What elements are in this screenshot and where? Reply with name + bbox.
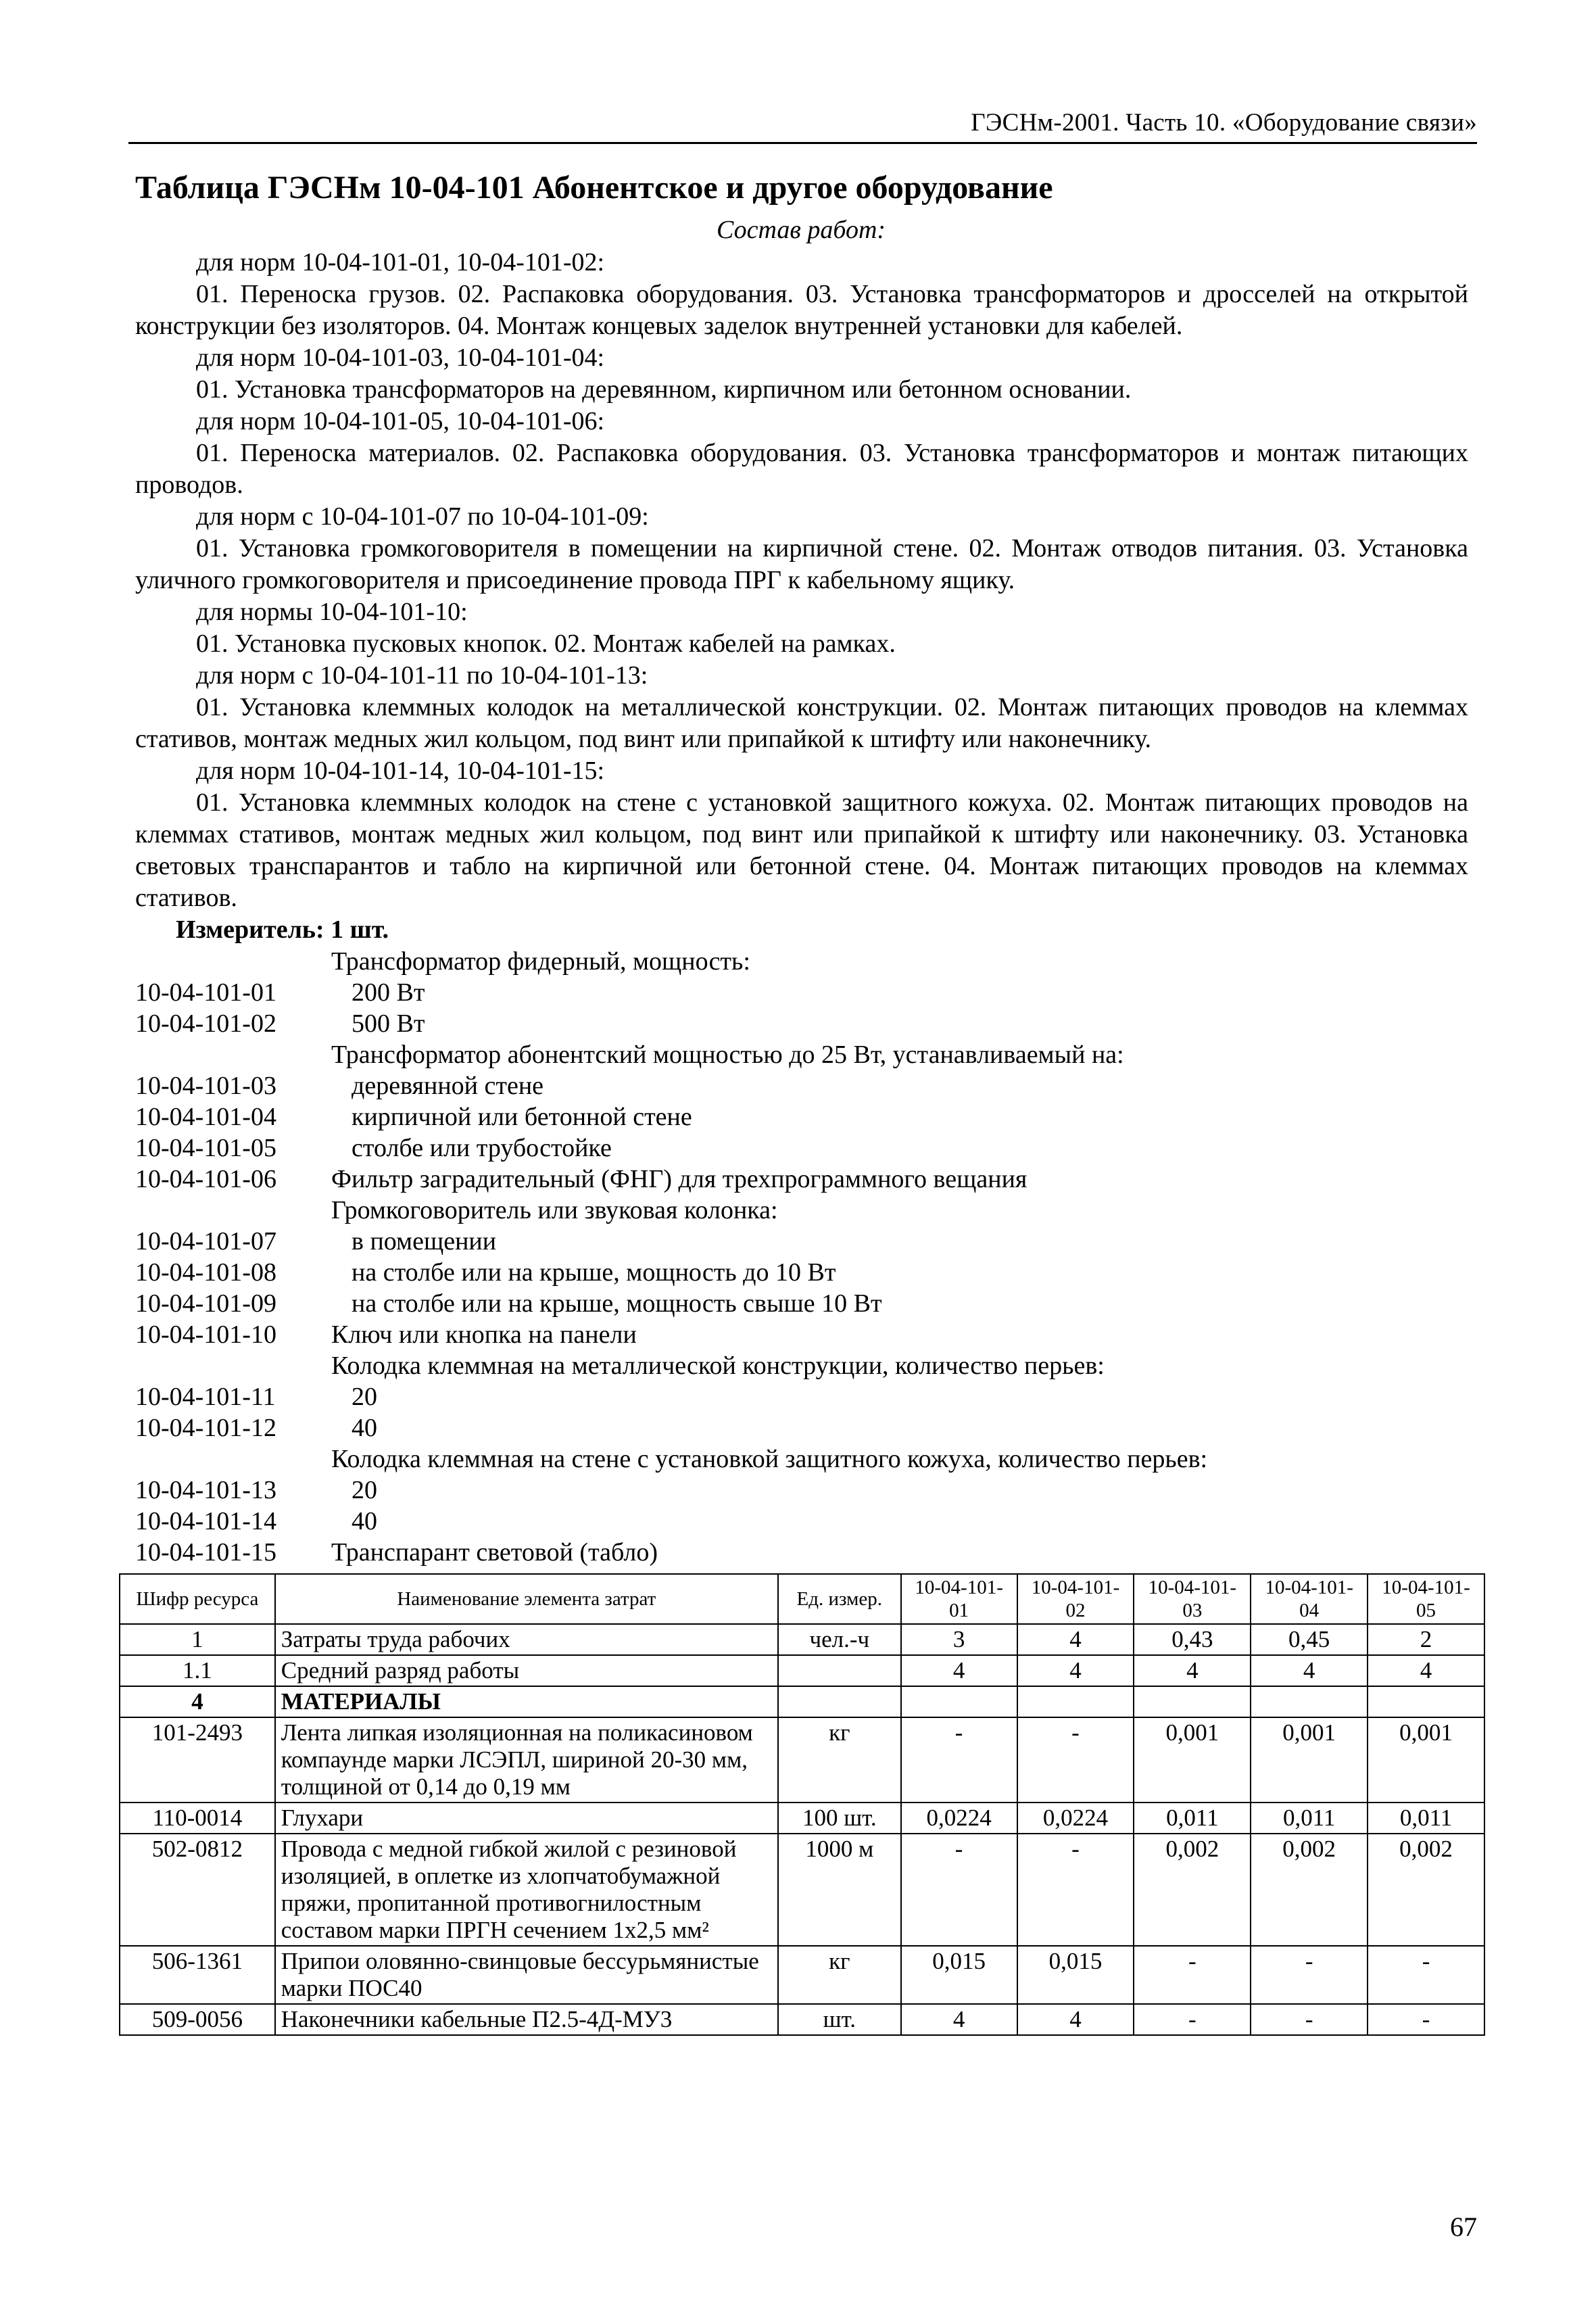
resource-code-cell: 110-0014 <box>120 1803 275 1834</box>
value-cell: - <box>1251 1946 1368 2004</box>
norm-item <box>135 1506 1468 1537</box>
norm-code: 10-04-101-07 <box>135 1227 276 1256</box>
value-cell: - <box>1017 1834 1134 1946</box>
value-cell: 2 <box>1368 1624 1484 1655</box>
norm-item <box>135 1257 1468 1288</box>
value-cell: - <box>1251 2004 1368 2035</box>
table-title: Таблица ГЭСНм 10-04-101 Абонентское и другое оборудование <box>135 170 1053 206</box>
table-header-row <box>120 1574 1484 1624</box>
norm-description: 500 Вт <box>352 1009 425 1038</box>
norm-description: 20 <box>352 1383 377 1411</box>
value-cell: 0,011 <box>1251 1803 1368 1834</box>
norm-code: 10-04-101-11 <box>135 1383 276 1411</box>
value-cell: 4 <box>1017 2004 1134 2035</box>
value-cell: 4 <box>1134 1655 1251 1686</box>
resource-name-cell: Провода с медной гибкой жилой с резиновой изоляцией, в оплетке из хлопчатобумажной пряжи, пропитанной противогнилостным составом марки ПРГН сечением 1х2,5 мм² <box>275 1834 778 1946</box>
table-row <box>120 1834 1484 1946</box>
norm-description: Фильтр заградительный (ФНГ) для трехпрограммного вещания <box>331 1165 1027 1193</box>
value-cell: 0,0224 <box>1017 1803 1134 1834</box>
norm-range-label: для норм с 10-04-101-11 по 10-04-101-13: <box>196 661 648 690</box>
norm-code <box>135 946 331 977</box>
column-header: Ед. измер. <box>778 1574 901 1624</box>
value-cell <box>1251 1686 1368 1717</box>
value-cell <box>1368 1686 1484 1717</box>
unit-cell: шт. <box>778 2004 901 2035</box>
norm-item <box>135 1537 1468 1568</box>
value-cell <box>901 1686 1017 1717</box>
norm-description: в помещении <box>352 1227 497 1256</box>
resource-name-cell: Глухари <box>275 1803 778 1834</box>
norm-code: 10-04-101-03 <box>135 1072 276 1100</box>
value-cell: 0,001 <box>1251 1717 1368 1803</box>
work-composition <box>135 247 1468 914</box>
resource-name-cell: Лента липкая изоляционная на поликасиновом компаунде марки ЛСЭПЛ, шириной 20-30 мм, толщиной от 0,14 до 0,19 мм <box>275 1717 778 1803</box>
work-description: 01. Переноска материалов. 02. Распаковка оборудования. 03. Установка трансформаторов и монтаж питающих проводов. <box>135 439 1468 499</box>
value-cell: 0,015 <box>901 1946 1017 2004</box>
norm-range-label: для норм 10-04-101-03, 10-04-101-04: <box>196 343 605 372</box>
norm-code: 10-04-101-15 <box>135 1538 276 1567</box>
norm-code: 10-04-101-06 <box>135 1165 276 1193</box>
norm-item <box>135 1381 1468 1412</box>
norm-description: 200 Вт <box>352 978 425 1007</box>
unit-cell: 1000 м <box>778 1834 901 1946</box>
resource-code-cell: 502-0812 <box>120 1834 275 1946</box>
column-header: 10-04-101-03 <box>1134 1574 1251 1624</box>
norm-code: 10-04-101-13 <box>135 1476 276 1504</box>
norm-description: на столбе или на крыше, мощность до 10 Вт <box>352 1258 836 1287</box>
table-row <box>120 1946 1484 2004</box>
norm-code: 10-04-101-05 <box>135 1134 276 1162</box>
unit-cell: 100 шт. <box>778 1803 901 1834</box>
norm-items-list <box>135 946 1468 1568</box>
value-cell: 0,45 <box>1251 1624 1368 1655</box>
norm-item <box>135 946 1468 977</box>
norm-description: Колодка клеммная на металлической конструкции, количество перьев: <box>331 1352 1105 1380</box>
work-description: 01. Установка громкоговорителя в помещении на кирпичной стене. 02. Монтаж отводов питания. 03. Установка уличного громкоговорителя и присоединение провода ПРГ к кабельному ящику. <box>135 534 1468 594</box>
value-cell: 4 <box>1368 1655 1484 1686</box>
value-cell: - <box>901 1717 1017 1803</box>
column-header: Наименование элемента затрат <box>275 1574 778 1624</box>
table-row <box>120 1803 1484 1834</box>
value-cell: 0,011 <box>1368 1803 1484 1834</box>
unit-cell <box>778 1686 901 1717</box>
norm-description: кирпичной или бетонной стене <box>352 1103 692 1131</box>
norm-code <box>135 1195 331 1226</box>
norm-description: Транспарант световой (табло) <box>331 1538 658 1567</box>
table-row <box>120 1686 1484 1717</box>
header-rule <box>128 142 1477 144</box>
value-cell <box>1017 1686 1134 1717</box>
resource-code-cell: 1 <box>120 1624 275 1655</box>
table-row <box>120 1624 1484 1655</box>
resource-name-cell: Затраты труда рабочих <box>275 1624 778 1655</box>
norm-item <box>135 1350 1468 1381</box>
value-cell: - <box>1134 2004 1251 2035</box>
norm-code: 10-04-101-14 <box>135 1507 276 1535</box>
norm-code: 10-04-101-04 <box>135 1103 276 1131</box>
value-cell: 4 <box>901 2004 1017 2035</box>
work-description: 01. Установка пусковых кнопок. 02. Монтаж кабелей на рамках. <box>196 629 896 658</box>
value-cell: 3 <box>901 1624 1017 1655</box>
norm-item <box>135 1475 1468 1506</box>
running-header: ГЭСНм-2001. Часть 10. «Оборудование связи» <box>971 109 1477 137</box>
table-row <box>120 2004 1484 2035</box>
value-cell: - <box>901 1834 1017 1946</box>
norm-code: 10-04-101-09 <box>135 1289 276 1318</box>
work-description: 01. Установка трансформаторов на деревянном, кирпичном или бетонном основании. <box>196 375 1132 404</box>
norm-item <box>135 1226 1468 1257</box>
document-body <box>135 247 1468 1568</box>
value-cell: - <box>1368 2004 1484 2035</box>
table-row <box>120 1655 1484 1686</box>
column-header: 10-04-101-02 <box>1017 1574 1134 1624</box>
resource-name-cell: МАТЕРИАЛЫ <box>275 1686 778 1717</box>
norm-code: 10-04-101-10 <box>135 1320 276 1349</box>
value-cell: 0,0224 <box>901 1803 1017 1834</box>
resource-table <box>119 1573 1485 2036</box>
norm-description: 40 <box>352 1507 377 1535</box>
value-cell: 0,002 <box>1134 1834 1251 1946</box>
norm-code: 10-04-101-01 <box>135 978 276 1007</box>
norm-code: 10-04-101-08 <box>135 1258 276 1287</box>
norm-code <box>135 1350 331 1381</box>
norm-item <box>135 1412 1468 1443</box>
column-header: Шифр ресурса <box>120 1574 275 1624</box>
norm-code: 10-04-101-02 <box>135 1009 276 1038</box>
norm-description: Трансформатор абонентский мощностью до 25 Вт, устанавливаемый на: <box>331 1041 1124 1069</box>
norm-item <box>135 1039 1468 1070</box>
norm-range-label: для норм 10-04-101-14, 10-04-101-15: <box>196 757 605 785</box>
value-cell: - <box>1368 1946 1484 2004</box>
value-cell: 4 <box>1017 1655 1134 1686</box>
norm-item <box>135 1288 1468 1319</box>
table-body <box>120 1624 1484 2035</box>
page-number: 67 <box>1450 2212 1477 2242</box>
value-cell: - <box>1134 1946 1251 2004</box>
norm-item <box>135 977 1468 1008</box>
measure-unit: Измеритель: 1 шт. <box>176 915 389 944</box>
resource-name-cell: Наконечники кабельные П2.5-4Д-МУ3 <box>275 2004 778 2035</box>
resource-code-cell: 1.1 <box>120 1655 275 1686</box>
norm-description: Ключ или кнопка на панели <box>331 1320 637 1349</box>
resource-name-cell: Припои оловянно-свинцовые бессурьмянистые марки ПОС40 <box>275 1946 778 2004</box>
norm-description: Трансформатор фидерный, мощность: <box>331 947 750 976</box>
value-cell: 4 <box>1017 1624 1134 1655</box>
resource-code-cell: 101-2493 <box>120 1717 275 1803</box>
norm-description: на столбе или на крыше, мощность свыше 10 Вт <box>352 1289 882 1318</box>
work-description: 01. Установка клеммных колодок на стене с установкой защитного кожуха. 02. Монтаж питающих проводов на клеммах стативов, монтаж медных жил кольцом, под винт или припайкой к штифту или наконечнику. 03. Установка световых транспарантов и табло на кирпичной или бетонной стене. 04. Монтаж питающих проводов на клеммах стативов. <box>135 788 1468 912</box>
norm-description: 40 <box>352 1414 377 1442</box>
value-cell: 0,43 <box>1134 1624 1251 1655</box>
column-header: 10-04-101-01 <box>901 1574 1017 1624</box>
value-cell: 0,001 <box>1134 1717 1251 1803</box>
column-header: 10-04-101-05 <box>1368 1574 1484 1624</box>
norm-code <box>135 1039 331 1070</box>
value-cell: 0,001 <box>1368 1717 1484 1803</box>
norm-item <box>135 1008 1468 1039</box>
norm-range-label: для нормы 10-04-101-10: <box>196 598 468 626</box>
norm-description: 20 <box>352 1476 377 1504</box>
work-composition-heading: Состав работ: <box>717 216 886 244</box>
unit-cell: кг <box>778 1717 901 1803</box>
work-description: 01. Установка клеммных колодок на металлической конструкции. 02. Монтаж питающих проводов на клеммах стативов, монтаж медных жил кольцом, под винт или припайкой к штифту или наконечнику. <box>135 693 1468 753</box>
value-cell: 4 <box>901 1655 1017 1686</box>
value-cell: 0,015 <box>1017 1946 1134 2004</box>
norm-item <box>135 1164 1468 1195</box>
resource-code-cell: 4 <box>120 1686 275 1717</box>
value-cell: 0,002 <box>1368 1834 1484 1946</box>
value-cell: 0,002 <box>1251 1834 1368 1946</box>
value-cell: 4 <box>1251 1655 1368 1686</box>
resource-name-cell: Средний разряд работы <box>275 1655 778 1686</box>
norm-code <box>135 1443 331 1475</box>
resource-code-cell: 509-0056 <box>120 2004 275 2035</box>
norm-item <box>135 1101 1468 1132</box>
resource-code-cell: 506-1361 <box>120 1946 275 2004</box>
unit-cell <box>778 1655 901 1686</box>
norm-description: деревянной стене <box>352 1072 544 1100</box>
value-cell <box>1134 1686 1251 1717</box>
norm-description: Колодка клеммная на стене с установкой защитного кожуха, количество перьев: <box>331 1445 1208 1473</box>
norm-item <box>135 1070 1468 1101</box>
norm-range-label: для норм 10-04-101-05, 10-04-101-06: <box>196 407 605 435</box>
norm-item <box>135 1443 1468 1475</box>
norm-item <box>135 1132 1468 1164</box>
norm-description: Громкоговоритель или звуковая колонка: <box>331 1196 778 1224</box>
work-description: 01. Переноска грузов. 02. Распаковка оборудования. 03. Установка трансформаторов и дросселей на открытой конструкции без изоляторов. 04. Монтаж концевых заделок внутренней установки для кабелей. <box>135 280 1468 340</box>
norm-range-label: для норм с 10-04-101-07 по 10-04-101-09: <box>196 502 649 531</box>
column-header: 10-04-101-04 <box>1251 1574 1368 1624</box>
value-cell: 0,011 <box>1134 1803 1251 1834</box>
unit-cell: чел.-ч <box>778 1624 901 1655</box>
value-cell: - <box>1017 1717 1134 1803</box>
norm-description: столбе или трубостойке <box>352 1134 612 1162</box>
table-row <box>120 1717 1484 1803</box>
norm-code: 10-04-101-12 <box>135 1414 276 1442</box>
norm-item <box>135 1319 1468 1350</box>
norm-range-label: для норм 10-04-101-01, 10-04-101-02: <box>196 248 605 277</box>
norm-item <box>135 1195 1468 1226</box>
unit-cell: кг <box>778 1946 901 2004</box>
